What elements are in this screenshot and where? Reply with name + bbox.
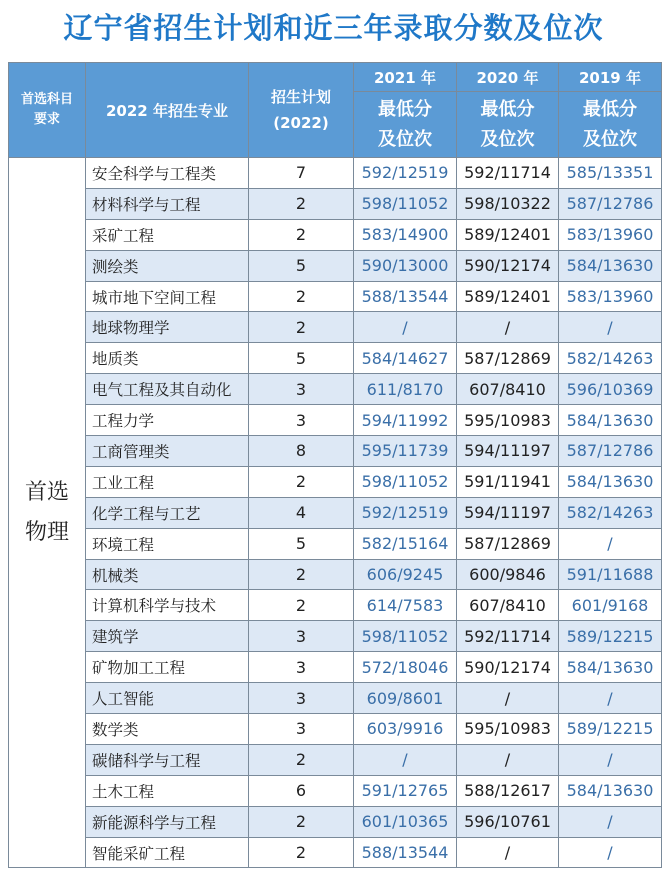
major-cell: 土木工程	[86, 775, 249, 806]
major-cell: 采矿工程	[86, 219, 249, 250]
score-2019-cell: 584/13630	[559, 250, 662, 281]
score-2020-cell: 589/12401	[457, 219, 559, 250]
header-score-2019: 最低分及位次	[559, 92, 662, 158]
score-2019-cell: /	[559, 683, 662, 714]
plan-cell: 5	[249, 343, 354, 374]
score-2020-cell: 595/10983	[457, 405, 559, 436]
score-2021-cell: 591/12765	[354, 775, 457, 806]
score-2020-cell: 607/8410	[457, 590, 559, 621]
plan-cell: 2	[249, 559, 354, 590]
score-2020-cell: 588/12617	[457, 775, 559, 806]
major-cell: 工程力学	[86, 405, 249, 436]
score-2021-cell: 582/15164	[354, 528, 457, 559]
score-2019-cell: 601/9168	[559, 590, 662, 621]
table-row	[9, 374, 662, 405]
major-cell: 矿物加工工程	[86, 652, 249, 683]
score-2019-cell: 582/14263	[559, 343, 662, 374]
score-2020-cell: 592/11714	[457, 158, 559, 189]
major-cell: 数学类	[86, 714, 249, 745]
major-cell: 材料科学与工程	[86, 188, 249, 219]
score-2020-cell: /	[457, 837, 559, 868]
score-2021-cell: 611/8170	[354, 374, 457, 405]
header-year-2019: 2019 年	[559, 63, 662, 92]
plan-cell: 4	[249, 497, 354, 528]
major-cell: 工业工程	[86, 466, 249, 497]
header-plan: 招生计划(2022)	[249, 63, 354, 158]
score-2021-cell: 588/13544	[354, 281, 457, 312]
table-row	[9, 806, 662, 837]
plan-cell: 3	[249, 652, 354, 683]
score-2021-cell: 595/11739	[354, 436, 457, 467]
score-2019-cell: 583/13960	[559, 219, 662, 250]
score-2021-cell: /	[354, 744, 457, 775]
table-row	[9, 188, 662, 219]
score-2021-cell: 598/11052	[354, 621, 457, 652]
plan-cell: 2	[249, 188, 354, 219]
score-2021-cell: 592/12519	[354, 497, 457, 528]
score-2020-cell: /	[457, 312, 559, 343]
major-cell: 环境工程	[86, 528, 249, 559]
score-2019-cell: 584/13630	[559, 775, 662, 806]
table-row	[9, 714, 662, 745]
table-row	[9, 250, 662, 281]
score-2019-cell: /	[559, 312, 662, 343]
table-row	[9, 158, 662, 189]
score-2019-cell: 582/14263	[559, 497, 662, 528]
score-2020-cell: 600/9846	[457, 559, 559, 590]
score-2021-cell: 588/13544	[354, 837, 457, 868]
major-cell: 测绘类	[86, 250, 249, 281]
major-cell: 智能采矿工程	[86, 837, 249, 868]
admission-table	[8, 62, 662, 868]
header-score-2021: 最低分及位次	[354, 92, 457, 158]
score-2020-cell: 590/12174	[457, 652, 559, 683]
table-row	[9, 343, 662, 374]
score-2019-cell: 584/13630	[559, 405, 662, 436]
major-cell: 地质类	[86, 343, 249, 374]
table-row	[9, 436, 662, 467]
score-2019-cell: 584/13630	[559, 466, 662, 497]
plan-cell: 2	[249, 466, 354, 497]
score-2020-cell: 607/8410	[457, 374, 559, 405]
score-2019-cell: /	[559, 528, 662, 559]
score-2019-cell: 587/12786	[559, 436, 662, 467]
header-year-2020: 2020 年	[457, 63, 559, 92]
table-row	[9, 652, 662, 683]
score-2019-cell: 587/12786	[559, 188, 662, 219]
score-2019-cell: 596/10369	[559, 374, 662, 405]
major-cell: 人工智能	[86, 683, 249, 714]
major-cell: 新能源科学与工程	[86, 806, 249, 837]
score-2020-cell: /	[457, 683, 559, 714]
plan-cell: 2	[249, 281, 354, 312]
score-2021-cell: 601/10365	[354, 806, 457, 837]
score-2020-cell: 595/10983	[457, 714, 559, 745]
score-2019-cell: /	[559, 806, 662, 837]
plan-cell: 3	[249, 405, 354, 436]
score-2021-cell: 584/14627	[354, 343, 457, 374]
plan-cell: 2	[249, 590, 354, 621]
score-2021-cell: /	[354, 312, 457, 343]
table-row	[9, 497, 662, 528]
score-2019-cell: 583/13960	[559, 281, 662, 312]
table-row	[9, 528, 662, 559]
score-2020-cell: /	[457, 744, 559, 775]
table-row	[9, 621, 662, 652]
header-subject: 首选科目要求	[9, 63, 86, 158]
plan-cell: 5	[249, 528, 354, 559]
score-2019-cell: 585/13351	[559, 158, 662, 189]
score-2019-cell: 589/12215	[559, 714, 662, 745]
page-title: 辽宁省招生计划和近三年录取分数及位次	[63, 11, 604, 45]
plan-cell: 8	[249, 436, 354, 467]
table-row	[9, 775, 662, 806]
plan-cell: 7	[249, 158, 354, 189]
major-cell: 化学工程与工艺	[86, 497, 249, 528]
major-cell: 地球物理学	[86, 312, 249, 343]
plan-cell: 2	[249, 837, 354, 868]
plan-cell: 2	[249, 312, 354, 343]
score-2021-cell: 603/9916	[354, 714, 457, 745]
score-2021-cell: 614/7583	[354, 590, 457, 621]
header-major: 2022 年招生专业	[86, 63, 249, 158]
score-2021-cell: 598/11052	[354, 188, 457, 219]
score-2020-cell: 587/12869	[457, 528, 559, 559]
table-row	[9, 559, 662, 590]
major-cell: 工商管理类	[86, 436, 249, 467]
table-row	[9, 405, 662, 436]
plan-cell: 2	[249, 744, 354, 775]
major-cell: 计算机科学与技术	[86, 590, 249, 621]
major-cell: 建筑学	[86, 621, 249, 652]
table-row	[9, 744, 662, 775]
subject-requirement-cell: 首选物理	[9, 158, 86, 868]
score-2019-cell: 589/12215	[559, 621, 662, 652]
score-2019-cell: /	[559, 837, 662, 868]
header-score-2020: 最低分及位次	[457, 92, 559, 158]
score-2021-cell: 598/11052	[354, 466, 457, 497]
score-2021-cell: 590/13000	[354, 250, 457, 281]
score-2020-cell: 594/11197	[457, 497, 559, 528]
table-row	[9, 281, 662, 312]
score-2020-cell: 596/10761	[457, 806, 559, 837]
score-2021-cell: 609/8601	[354, 683, 457, 714]
plan-cell: 3	[249, 714, 354, 745]
table-row	[9, 466, 662, 497]
major-cell: 安全科学与工程类	[86, 158, 249, 189]
plan-cell: 3	[249, 683, 354, 714]
score-2021-cell: 583/14900	[354, 219, 457, 250]
table-row	[9, 683, 662, 714]
score-2019-cell: 584/13630	[559, 652, 662, 683]
score-2020-cell: 589/12401	[457, 281, 559, 312]
major-cell: 机械类	[86, 559, 249, 590]
table-row	[9, 219, 662, 250]
score-2019-cell: /	[559, 744, 662, 775]
major-cell: 碳储科学与工程	[86, 744, 249, 775]
score-2021-cell: 594/11992	[354, 405, 457, 436]
table-row	[9, 837, 662, 868]
score-2021-cell: 606/9245	[354, 559, 457, 590]
plan-cell: 3	[249, 374, 354, 405]
table-row	[9, 590, 662, 621]
score-2021-cell: 572/18046	[354, 652, 457, 683]
major-cell: 城市地下空间工程	[86, 281, 249, 312]
score-2020-cell: 590/12174	[457, 250, 559, 281]
score-2021-cell: 592/12519	[354, 158, 457, 189]
header-year-2021: 2021 年	[354, 63, 457, 92]
score-2020-cell: 587/12869	[457, 343, 559, 374]
plan-cell: 2	[249, 806, 354, 837]
plan-cell: 2	[249, 219, 354, 250]
score-2020-cell: 594/11197	[457, 436, 559, 467]
table-row	[9, 312, 662, 343]
plan-cell: 5	[249, 250, 354, 281]
score-2020-cell: 598/10322	[457, 188, 559, 219]
plan-cell: 6	[249, 775, 354, 806]
major-cell: 电气工程及其自动化	[86, 374, 249, 405]
score-2020-cell: 592/11714	[457, 621, 559, 652]
plan-cell: 3	[249, 621, 354, 652]
score-2019-cell: 591/11688	[559, 559, 662, 590]
score-2020-cell: 591/11941	[457, 466, 559, 497]
